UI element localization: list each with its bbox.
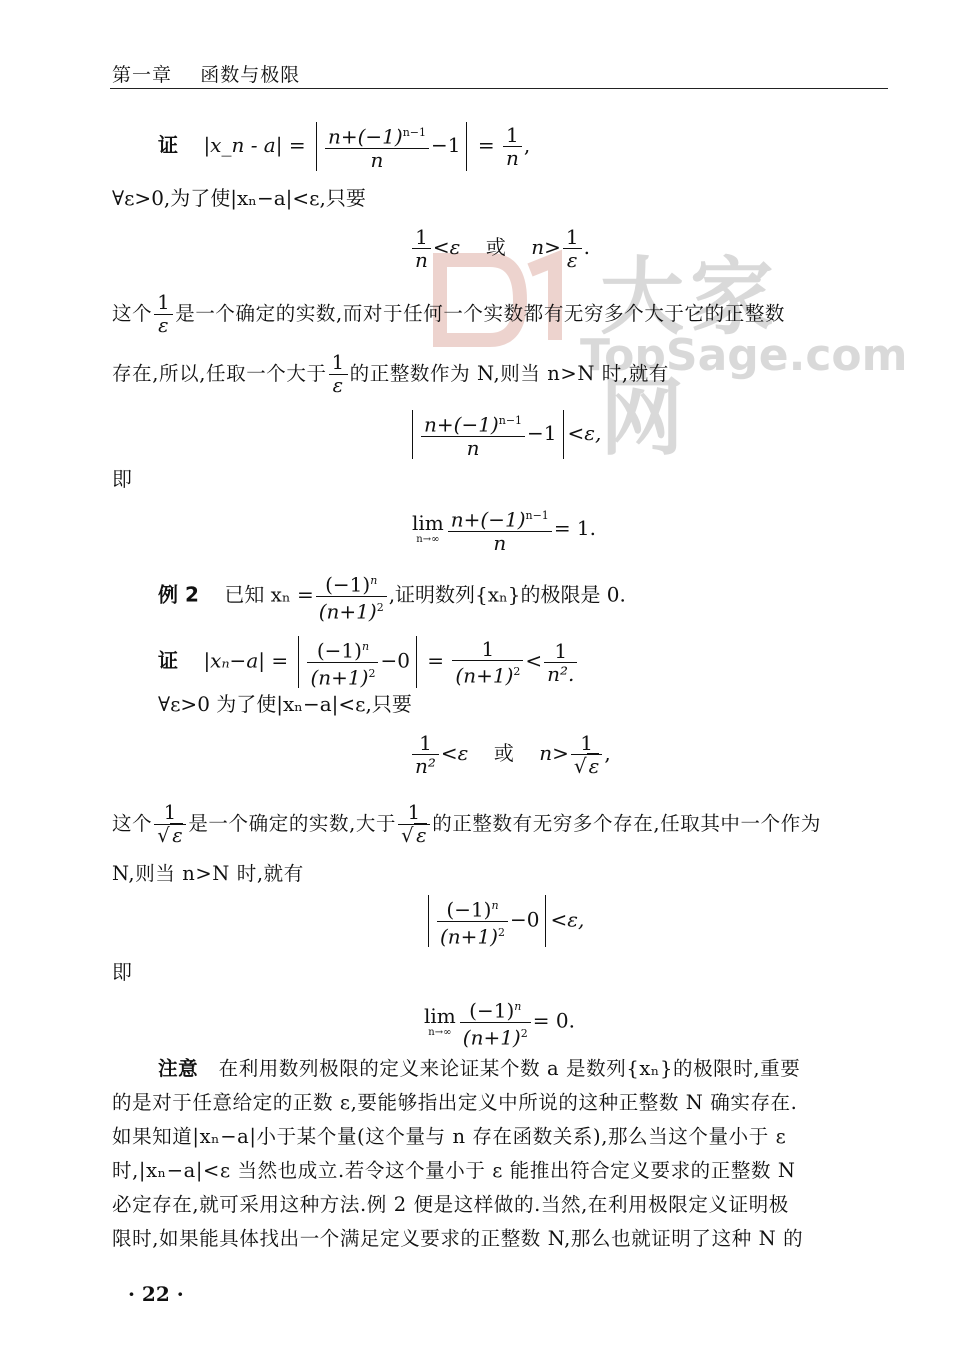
forall-line-1: ∀ε>0,为了使|xₙ−a|<ε,只要 [112, 186, 366, 210]
example-2-statement: 例 2 已知 xₙ = $\frac{(-1)^n}{(n+1)^2}$ ,证明数列{xₙ}的极限是 0. [158, 570, 626, 622]
header-rule [110, 88, 888, 89]
condition-2: $\frac{1}{\text{n²}}$ <ε 或 n> $\frac{1}{√ \varepsilon}$ , [410, 732, 611, 777]
note-line-3: 如果知道|xₙ−a|小于某个量(这个量与 n 存在函数关系),那么当这个量小于 ε [112, 1125, 787, 1148]
inequality-2: $\frac{(-1)^n}{(n+1)^2}$ −0 <ε, [424, 895, 584, 947]
proof1-abs: $\frac{n+(-1)^{n-1}}{n}$ −1 [316, 122, 468, 171]
watermark-text-en: TopSage.com [580, 330, 908, 381]
paragraph-2-line-2: N,则当 n>N 时,就有 [112, 862, 304, 885]
note-line-5: 必定存在,就可采用这种方法.例 2 便是这样做的.当然,在利用极限定义证明极 [112, 1193, 789, 1216]
chapter-label: 第一章 [112, 64, 173, 86]
running-header [112, 60, 888, 87]
proof1-equation: 证 |x_n - a| = $\frac{n+(-1)^{n-1}}{n}$ −1 = $\frac{1}{n}$ , [158, 122, 531, 172]
note-line-2: 的是对于任意给定的正数 ε,要能够指出定义中所说的这种正整数 N 确实存在. [112, 1091, 798, 1114]
limit-2: lim n→∞ $\frac{(-1)^n}{(n+1)^2}$ = 0. [424, 996, 575, 1048]
proof1-label: 证 [158, 132, 178, 157]
note-label: 注意 [158, 1057, 199, 1080]
inequality-1: $\frac{n+(-1)^{n-1}}{n}$ −1 <ε, [408, 410, 601, 459]
paragraph-2-line-1: 这个 $\frac{1}{√ \varepsilon}$ 是一个确定的实数,大于 $\frac{1}{√ \varepsilon}$ 的正整数有无穷多个存在,任取其中一个作为 [112, 801, 821, 847]
limit-1: lim n→∞ $\frac{n+(-1)^{n-1}}{n}$ = 1. [412, 505, 596, 554]
ji-2: 即 [112, 960, 132, 984]
note-paragraph [112, 1052, 892, 1256]
proof1-lhs: |x_n - a| = [203, 132, 306, 157]
note-line-1: 注意 在利用数列极限的定义来论证某个数 a 是数列{xₙ}的极限时,重要 [158, 1057, 801, 1080]
proof2-equation: 证 |xₙ−a| = $\frac{(-1)^n}{(n+1)^2}$ −0 = $\frac{1}{(n+1)^2}$ < $\frac{1}{\text{n².}}$ [158, 636, 579, 688]
condition-1: $\frac{1}{n}$ <ε 或 n> $\frac{1}{\varepsilon}$ . [410, 226, 590, 271]
note-line-4: 时,|xₙ−a|<ε 当然也成立.若令这个量小于 ε 能推出符合定义要求的正整数 N [112, 1159, 796, 1182]
paragraph-1-line-2: 存在,所以,任取一个大于 $\frac{1}{\varepsilon}$ 的正整数作为 N,则当 n>N 时,就有 [112, 351, 669, 397]
proof2-label: 证 [158, 648, 178, 673]
example-2-label: 例 2 [158, 582, 199, 607]
chapter-title: 函数与极限 [200, 64, 301, 86]
note-line-6: 限时,如果能具体找出一个满足定义要求的正整数 N,那么也就证明了这种 N 的 [112, 1227, 804, 1250]
ji-1: 即 [112, 467, 132, 491]
watermark-text-cn: 大家网 [600, 248, 781, 467]
page-number: · 22 · [128, 1282, 184, 1306]
paragraph-1-line-1: 这个 $\frac{1}{\varepsilon}$ 是一个确定的实数,而对于任何一个实数都有无穷多个大于它的正整数 [112, 291, 786, 337]
forall-line-2: ∀ε>0 为了使|xₙ−a|<ε,只要 [158, 692, 412, 716]
